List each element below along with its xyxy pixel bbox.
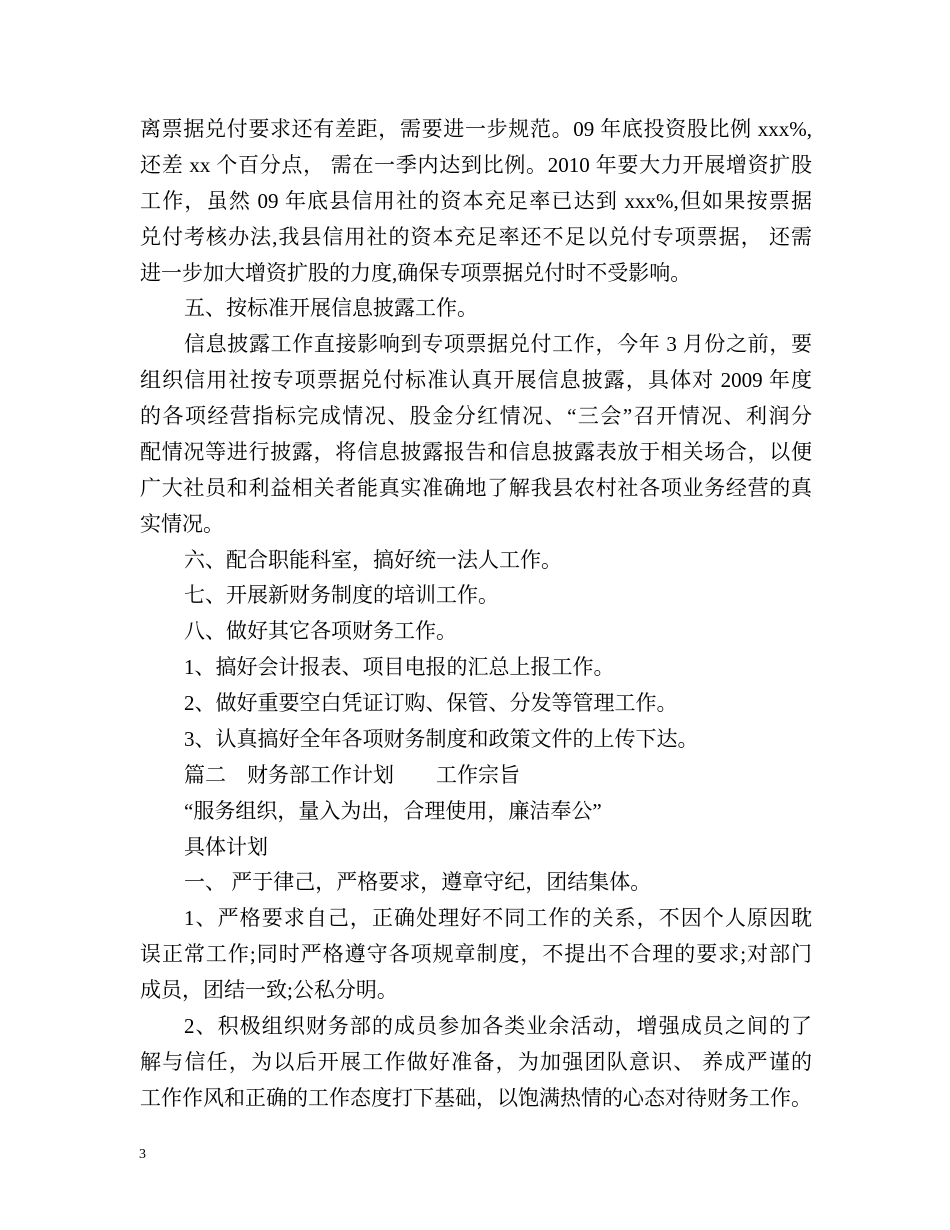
text-line: 实情况。 <box>140 511 224 536</box>
text-line: 配情况等进行披露，将信息披露报告和信息披露表放于相关场合，以便 <box>140 439 812 464</box>
text-line: 六、配合职能科室，搞好统一法人工作。 <box>184 547 562 572</box>
text-line: 误正常工作;同时严格遵守各项规章制度，不提出不合理的要求;对部门 <box>140 942 812 967</box>
text-line: 五、按标准开展信息披露工作。 <box>184 296 478 321</box>
text-line: 的各项经营指标完成情况、股金分红情况、“三会”召开情况、利润分 <box>140 404 812 428</box>
section-heading <box>140 865 812 901</box>
text-line: 工作作风和正确的工作态度打下基础，以饱满热情的心态对待财务工作。 <box>140 1085 812 1110</box>
text-line: 八、做好其它各项财务工作。 <box>184 619 457 644</box>
list-item-paragraph <box>140 901 812 1009</box>
paragraph <box>140 327 812 542</box>
text-line: 兑付考核办法,我县信用社的资本充足率还不足以兑付专项票据， 还需 <box>140 224 812 249</box>
motto-quote <box>140 794 812 830</box>
document-body <box>140 112 812 1117</box>
text-line: 七、开展新财务制度的培训工作。 <box>184 583 499 608</box>
text-line: 还差 xx 个百分点， 需在一季内达到比例。2010 年要大力开展增资扩股 <box>140 152 812 177</box>
text-line: 工作，虽然 09 年底县信用社的资本充足率已达到 xxx%,但如果按票据 <box>140 188 812 213</box>
list-item <box>140 722 812 758</box>
section-heading <box>140 614 812 650</box>
text-line: 广大社员和利益相关者能真实准确地了解我县农村社各项业务经营的真 <box>140 475 812 500</box>
text-line: “服务组织，量入为出，合理使用，廉洁奉公” <box>184 798 602 823</box>
text-line: 1、搞好会计报表、项目电报的汇总上报工作。 <box>184 655 615 680</box>
page-number: 3 <box>139 1147 146 1162</box>
text-line: 3、认真搞好全年各项财务制度和政策文件的上传下达。 <box>184 726 699 751</box>
text-line: 2、做好重要空白凭证订购、保管、分发等管理工作。 <box>184 691 678 715</box>
section-heading <box>140 291 812 327</box>
list-item <box>140 686 812 722</box>
list-item <box>140 650 812 686</box>
text-line: 信息披露工作直接影响到专项票据兑付工作，今年 3 月份之前，要 <box>184 332 812 357</box>
text-line: 组织信用社按专项票据兑付标准认真开展信息披露，具体对 2009 年度 <box>140 368 812 393</box>
section-heading <box>140 578 812 614</box>
subheading <box>140 830 812 866</box>
section-heading <box>140 543 812 579</box>
text-line: 一、 严于律己，严格要求，遵章守纪，团结集体。 <box>184 870 652 895</box>
text-line: 解与信任，为以后开展工作做好准备，为加强团队意识、 养成严谨的 <box>140 1049 812 1074</box>
chapter-heading <box>140 758 812 794</box>
text-line: 2、积极组织财务部的成员参加各类业余活动，增强成员之间的了 <box>184 1013 812 1038</box>
text-line: 离票据兑付要求还有差距，需要进一步规范。09 年底投资股比例 xxx%, <box>140 117 812 141</box>
text-line: 篇二 财务部工作计划 工作宗旨 <box>184 762 520 787</box>
text-line: 1、严格要求自己，正确处理好不同工作的关系，不因个人原因耽 <box>184 906 812 931</box>
text-line: 成员，团结一致;公私分明。 <box>140 978 398 1002</box>
list-item-paragraph <box>140 1009 812 1117</box>
text-line: 具体计划 <box>184 834 268 859</box>
paragraph-continued <box>140 112 812 291</box>
text-line: 进一步加大增资扩股的力度,确保专项票据兑付时不受影响。 <box>140 260 692 285</box>
